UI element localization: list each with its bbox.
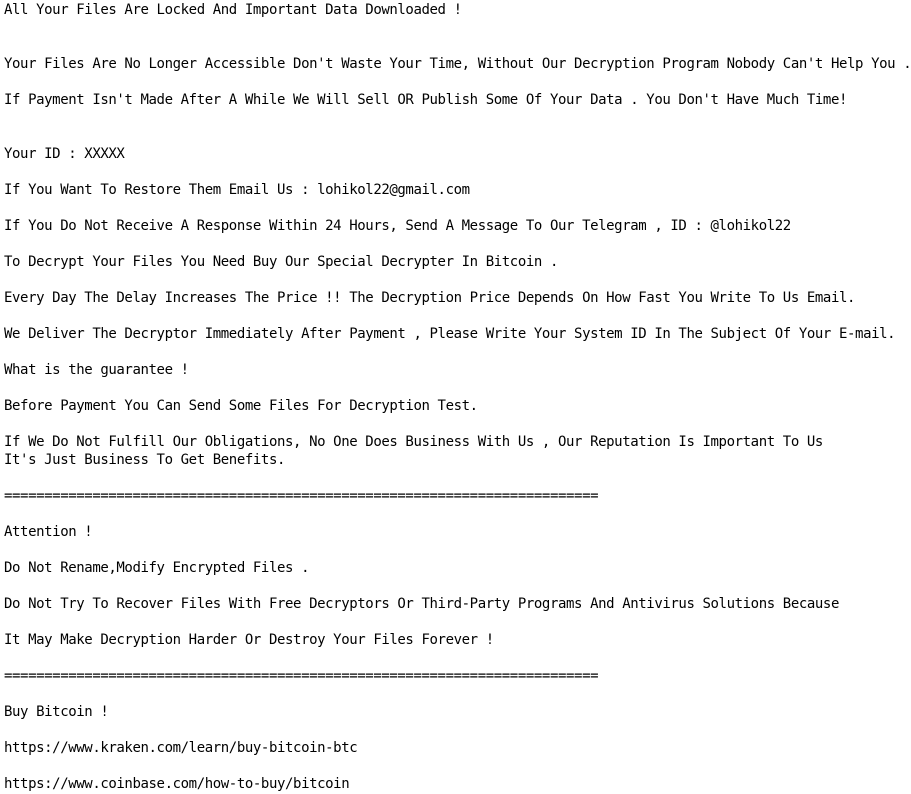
obligations-line: If We Do Not Fulfill Our Obligations, No One Does Business With Us , Our Reputation Is Important To Us bbox=[4, 434, 823, 450]
deliver-line: We Deliver The Decryptor Immediately After Payment , Please Write Your System ID In The Subject Of Your E-mail. bbox=[4, 326, 896, 342]
recover-line: Do Not Try To Recover Files With Free Decryptors Or Third-Party Programs And Antivirus Solutions Because bbox=[4, 596, 839, 612]
coinbase-link: https://www.coinbase.com/how-to-buy/bitcoin bbox=[4, 776, 350, 792]
delay-line: Every Day The Delay Increases The Price !! The Decryption Price Depends On How Fast You Write To Us Email. bbox=[4, 290, 856, 306]
email-line: If You Want To Restore Them Email Us : lohikol22@gmail.com bbox=[4, 182, 470, 198]
rename-line: Do Not Rename,Modify Encrypted Files . bbox=[4, 560, 310, 576]
separator-line: ========================================================================== bbox=[4, 668, 599, 684]
business-line: It's Just Business To Get Benefits. bbox=[4, 452, 286, 468]
attention-heading: Attention ! bbox=[4, 524, 93, 540]
your-id-line: Your ID : XXXXX bbox=[4, 146, 125, 162]
no-access-line: Your Files Are No Longer Accessible Don't Waste Your Time, Without Our Decryption Program Nobody Can't Help You . bbox=[4, 56, 911, 72]
buy-bitcoin-heading: Buy Bitcoin ! bbox=[4, 704, 109, 720]
guarantee-heading: What is the guarantee ! bbox=[4, 362, 189, 378]
decrypt-line: To Decrypt Your Files You Need Buy Our Special Decrypter In Bitcoin . bbox=[4, 254, 558, 270]
telegram-line: If You Do Not Receive A Response Within 24 Hours, Send A Message To Our Telegram , ID : @lohikol22 bbox=[4, 218, 791, 234]
destroy-line: It May Make Decryption Harder Or Destroy Your Files Forever ! bbox=[4, 632, 494, 648]
note-title: All Your Files Are Locked And Important Data Downloaded ! bbox=[4, 2, 462, 18]
test-line: Before Payment You Can Send Some Files For Decryption Test. bbox=[4, 398, 478, 414]
kraken-link: https://www.kraken.com/learn/buy-bitcoin-btc bbox=[4, 740, 358, 756]
separator-line: ========================================================================== bbox=[4, 488, 599, 504]
ransom-note-document bbox=[4, 0, 911, 794]
sell-data-line: If Payment Isn't Made After A While We Will Sell OR Publish Some Of Your Data . You Don't Have Much Time! bbox=[4, 92, 848, 108]
